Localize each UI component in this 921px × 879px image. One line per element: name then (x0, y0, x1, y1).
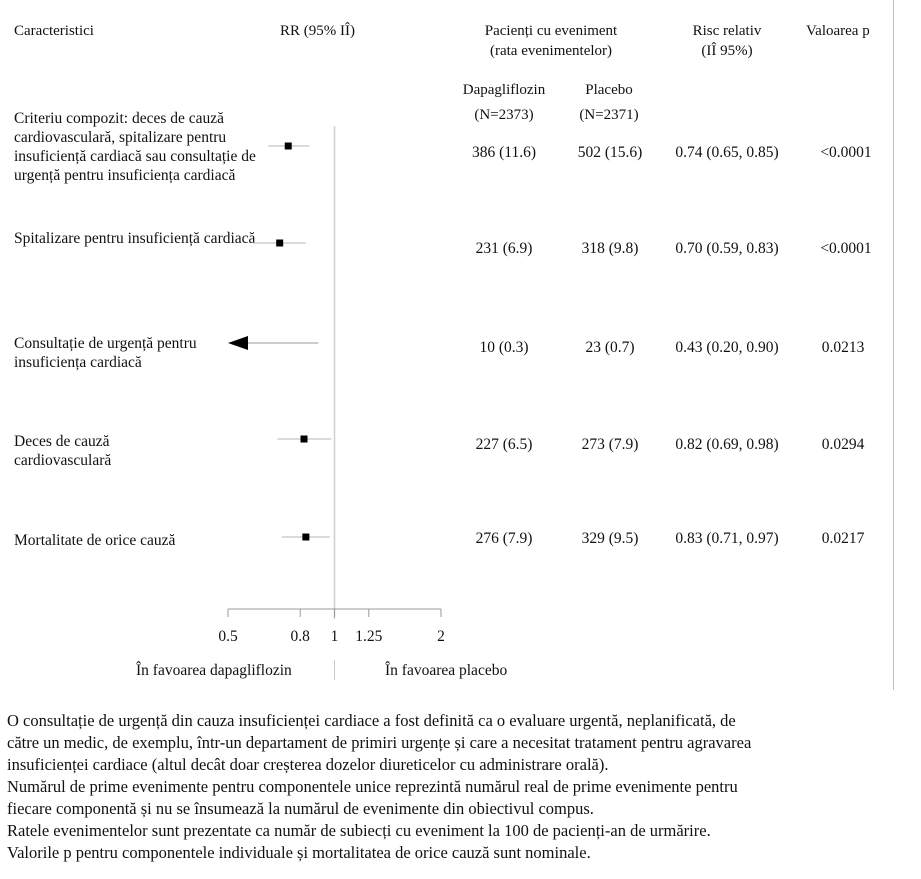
point-estimate-marker (301, 436, 308, 443)
header-rr: RR (95% IÎ) (280, 23, 355, 39)
forest-plot-layer (218, 126, 445, 645)
x-tick-label: 1 (330, 628, 339, 645)
row-placebo-1: 318 (9.8) (581, 240, 639, 257)
favor-left-label: În favoarea dapagliflozin (136, 662, 292, 679)
x-tick-label: 0.8 (290, 628, 310, 645)
row-p-1: <0.0001 (820, 240, 872, 257)
header-dapa-name: Dapagliflozin (462, 82, 546, 98)
ci-truncation-arrow (228, 336, 248, 350)
footnotes (7, 710, 919, 864)
row-dapa-0: 386 (11.6) (472, 144, 536, 161)
row-label-urgent-visit: Consultație de urgență pentru insuficiența cardiacă (14, 335, 197, 371)
footnote-line: O consultație de urgență din cauza insuficienței cardiace a fost definită ca o evaluare urgentă, neplanificată, de (7, 711, 736, 730)
row-dapa-4: 276 (7.9) (475, 530, 533, 547)
footnote-line: Numărul de prime evenimente pentru componentele unice reprezintă numărul real de prime evenimente pentru (7, 777, 738, 796)
row-rr-4: 0.83 (0.71, 0.97) (675, 530, 779, 547)
header-risk-line2: (IÎ 95%) (701, 43, 753, 59)
row-placebo-0: 502 (15.6) (577, 144, 643, 161)
footnote-line: Ratele evenimentelor sunt prezentate ca număr de subiecți cu eveniment la 100 de pacienți-an de urmărire. (7, 821, 711, 840)
point-estimate-marker (276, 240, 283, 247)
header-risk-line1: Risc relativ (692, 23, 762, 39)
x-tick-label: 1.25 (355, 628, 383, 645)
row-rr-0: 0.74 (0.65, 0.85) (675, 144, 779, 161)
x-tick-label: 2 (437, 628, 445, 645)
footnote-line: insuficienței cardiace (altul decât doar creșterea dozelor diureticelor cu administrare orală). (7, 755, 609, 774)
row-placebo-2: 23 (0.7) (585, 339, 635, 356)
row-label-all-cause: Mortalitate de orice cauză (14, 532, 176, 549)
row-label-hospitalization: Spitalizare pentru insuficiență cardiacă (14, 230, 256, 247)
row-placebo-3: 273 (7.9) (581, 436, 639, 453)
header-characteristics: Caracteristici (14, 23, 94, 39)
header-pvalue: Valoarea p (806, 23, 870, 39)
footnote-line: către un medic, de exemplu, într-un departament de primiri urgențe și care a necesitat tratament pentru agravarea (7, 733, 752, 752)
row-label-cv-death: Deces de cauză cardiovasculară (14, 433, 112, 469)
row-p-2: 0.0213 (821, 339, 865, 356)
row-dapa-2: 10 (0.3) (479, 339, 529, 356)
row-rr-3: 0.82 (0.69, 0.98) (675, 436, 779, 453)
header-placebo-n: (N=2371) (579, 107, 639, 123)
header-placebo-name: Placebo (585, 82, 633, 98)
row-dapa-1: 231 (6.9) (475, 240, 533, 257)
row-rr-1: 0.70 (0.59, 0.83) (675, 240, 779, 257)
row-p-3: 0.0294 (821, 436, 865, 453)
point-estimate-marker (285, 143, 292, 150)
row-dapa-3: 227 (6.5) (475, 436, 533, 453)
x-tick-label: 0.5 (218, 628, 238, 645)
row-label-composite: Criteriu compozit: deces de cauză cardiovasculară, spitalizare pentru insuficiență cardiacă sau consultație de urgență pentru insuficiența cardiacă (14, 110, 256, 184)
row-p-4: 0.0217 (821, 530, 865, 547)
header-dapa-n: (N=2373) (474, 107, 534, 123)
point-estimate-marker (302, 534, 309, 541)
footnote-line: fiecare componentă și nu se însumează la numărul de evenimente din obiectivul compus. (7, 799, 594, 818)
row-placebo-4: 329 (9.5) (581, 530, 639, 547)
header-patients-line2: (rata evenimentelor) (489, 43, 613, 59)
row-p-0: <0.0001 (820, 144, 872, 161)
favor-divider (334, 660, 335, 680)
footnote-line: Valorile p pentru componentele individuale și mortalitatea de orice cauză sunt nominale. (7, 843, 591, 862)
header-patients-line1: Pacienți cu eveniment (484, 23, 618, 39)
row-rr-2: 0.43 (0.20, 0.90) (675, 339, 779, 356)
favor-right-label: În favoarea placebo (385, 662, 508, 679)
